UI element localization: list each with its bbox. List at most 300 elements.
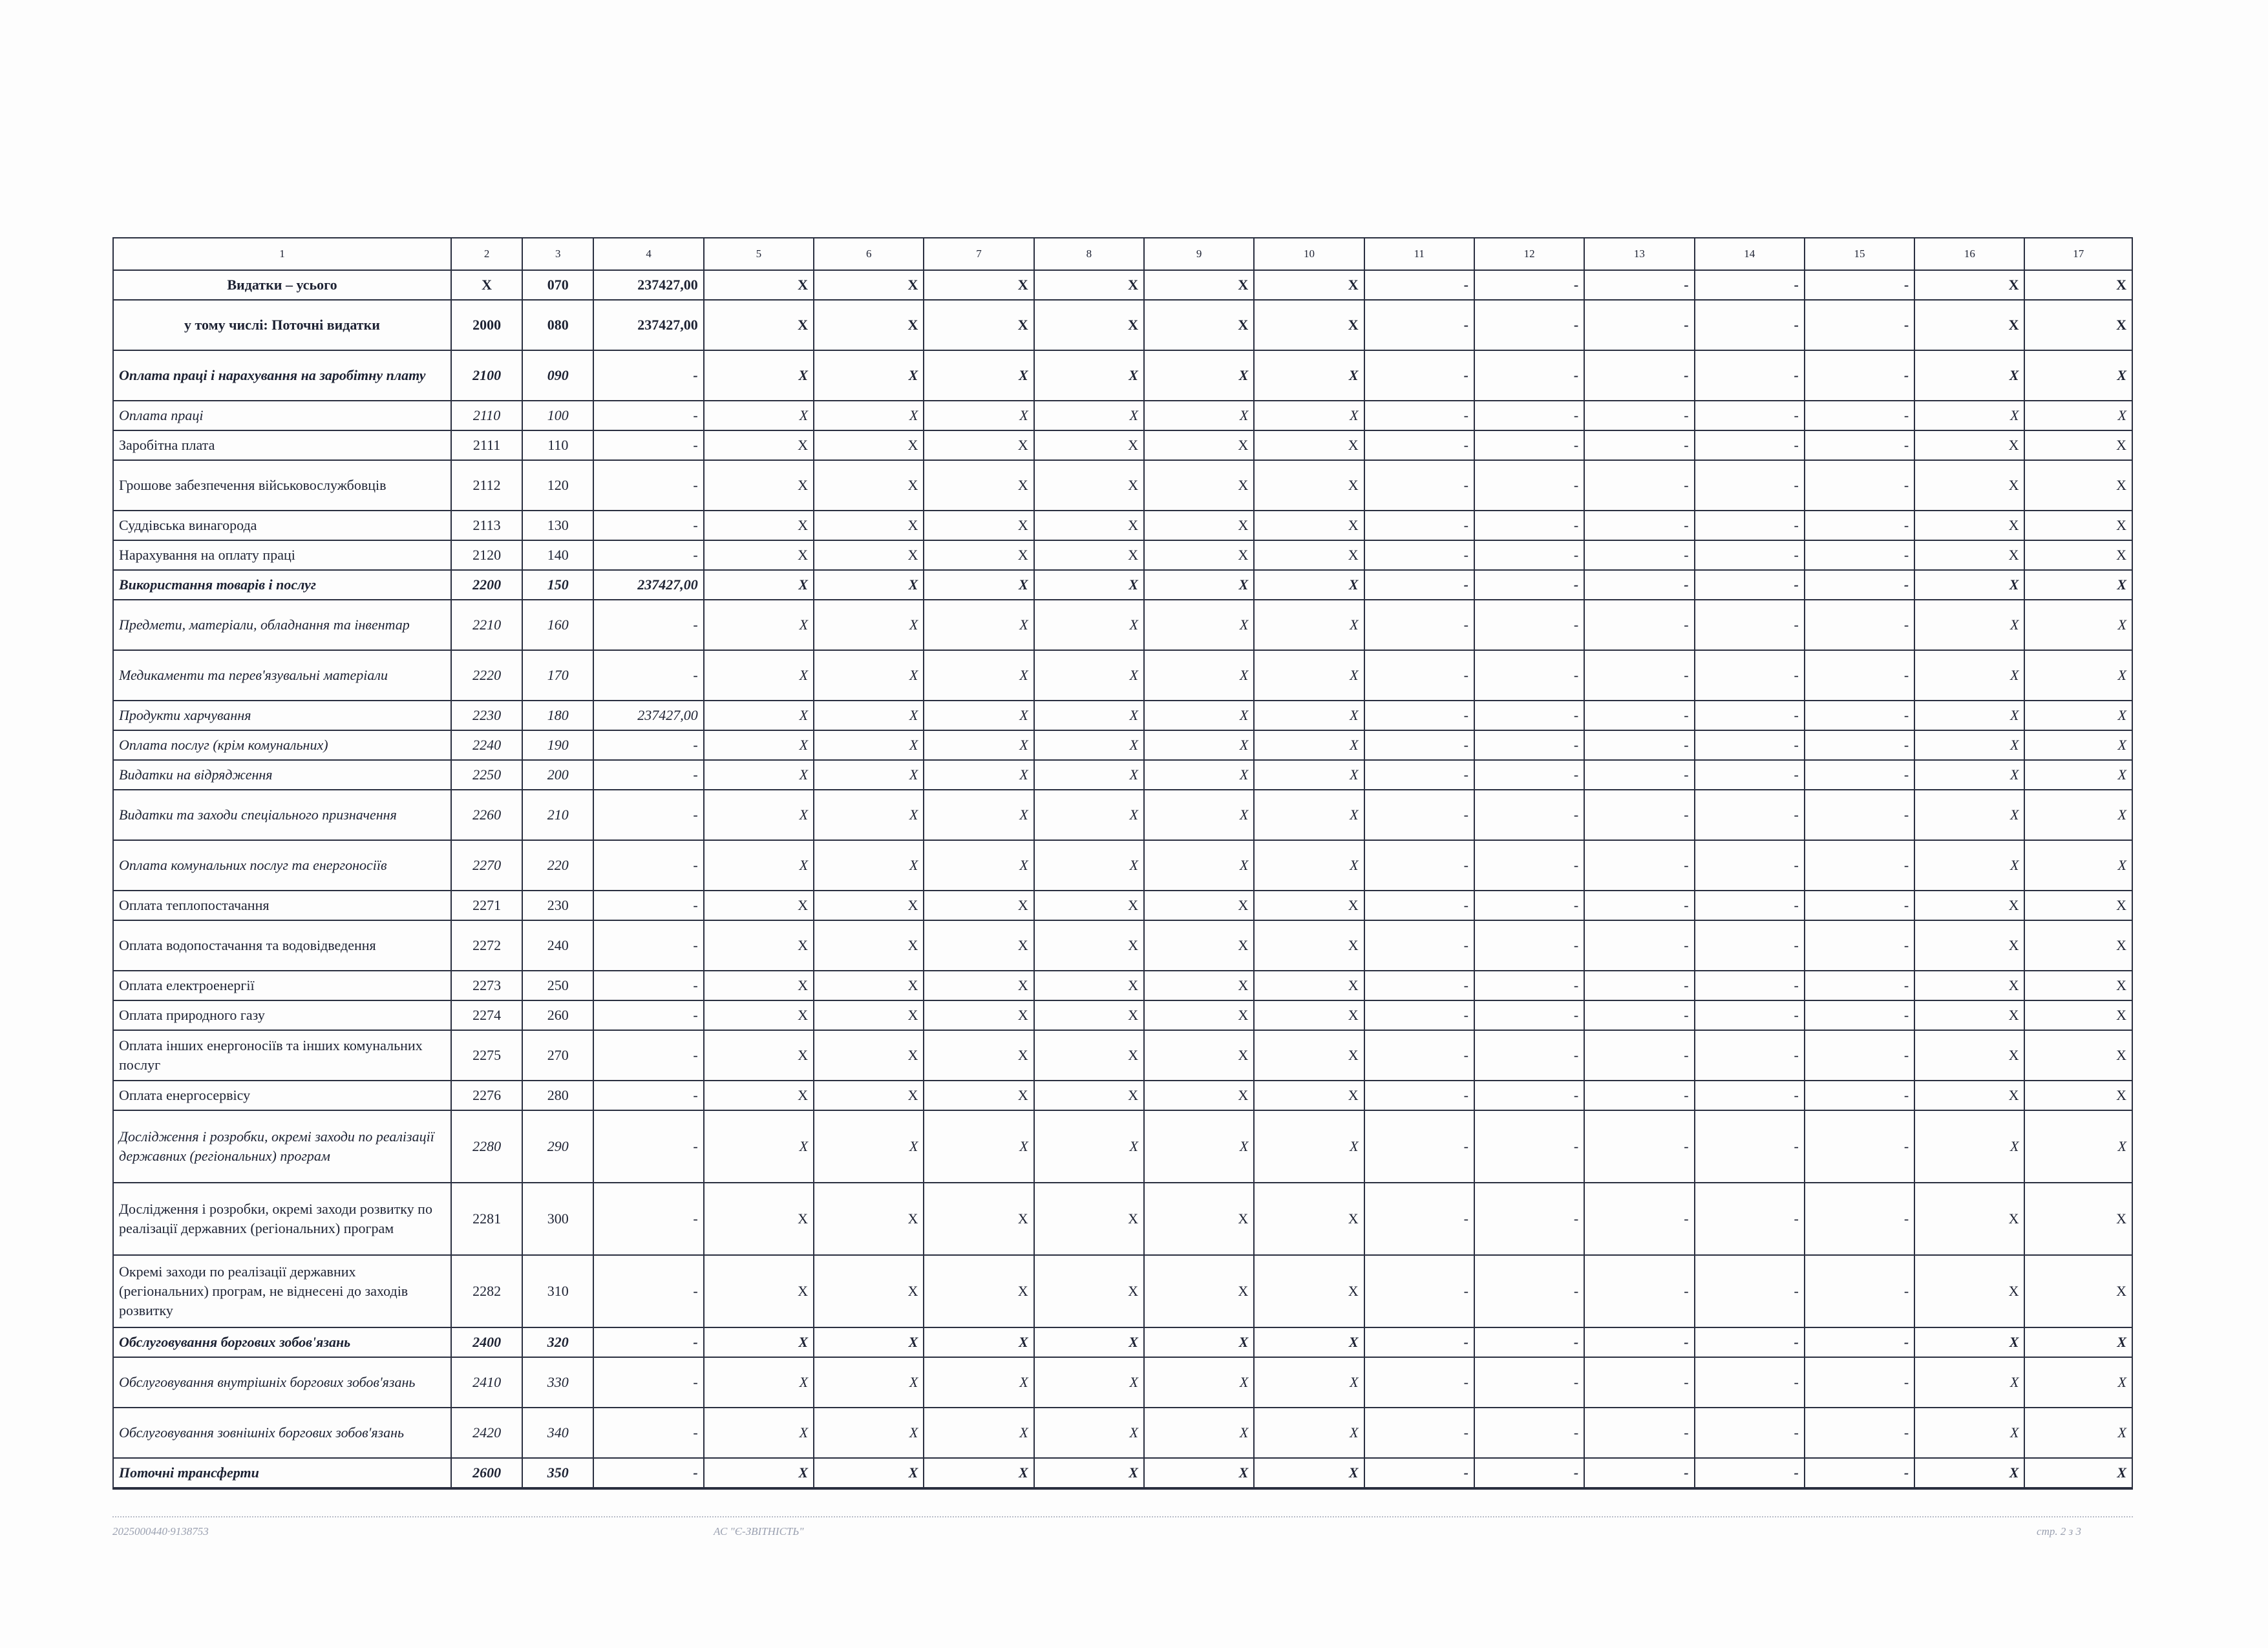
document-id: 2025000440·9138753 [112, 1525, 209, 1537]
value-cell: Х [1914, 971, 2024, 1000]
value-cell: Х [1254, 1255, 1364, 1327]
row-name-cell: Оплата інших енергоносіїв та інших комунальних послуг [113, 1030, 451, 1081]
value-cell: Х [814, 511, 924, 540]
kekv-code-cell: 2276 [451, 1081, 522, 1110]
value-cell: - [1695, 300, 1805, 350]
column-number-cell: 11 [1364, 238, 1474, 270]
kekv-code-cell: Х [451, 270, 522, 300]
value-cell: Х [1034, 540, 1144, 570]
value-cell: Х [1254, 1110, 1364, 1183]
value-cell: Х [1144, 891, 1254, 920]
amount-cell: 237427,00 [593, 701, 703, 730]
value-cell: Х [1254, 790, 1364, 840]
value-cell: Х [1254, 760, 1364, 790]
value-cell: - [1584, 270, 1694, 300]
value-cell: - [1364, 1183, 1474, 1255]
value-cell: Х [924, 1110, 1033, 1183]
value-cell: Х [2024, 401, 2132, 430]
value-cell: - [1584, 430, 1694, 460]
value-cell: Х [1254, 1081, 1364, 1110]
column-number-cell: 1 [113, 238, 451, 270]
value-cell: - [1584, 300, 1694, 350]
value-cell: - [1695, 540, 1805, 570]
value-cell: Х [924, 730, 1033, 760]
value-cell: Х [1144, 1000, 1254, 1030]
value-cell: - [1695, 1030, 1805, 1081]
value-cell: - [1584, 790, 1694, 840]
value-cell: - [1695, 1408, 1805, 1458]
value-cell: Х [924, 1408, 1033, 1458]
value-cell: Х [1034, 401, 1144, 430]
column-number-cell: 8 [1034, 238, 1144, 270]
line-code-cell: 250 [522, 971, 593, 1000]
value-cell: - [1584, 460, 1694, 511]
value-cell: Х [1254, 1357, 1364, 1408]
line-code-cell: 310 [522, 1255, 593, 1327]
value-cell: Х [1254, 600, 1364, 650]
value-cell: Х [1144, 511, 1254, 540]
table-row [113, 1000, 2132, 1030]
value-cell: Х [1254, 511, 1364, 540]
value-cell: Х [704, 300, 814, 350]
expenditure-table [112, 237, 2133, 1490]
value-cell: Х [814, 300, 924, 350]
value-cell: Х [704, 1000, 814, 1030]
line-code-cell: 100 [522, 401, 593, 430]
kekv-code-cell: 2271 [451, 891, 522, 920]
amount-cell: - [593, 840, 703, 891]
value-cell: Х [924, 570, 1033, 600]
amount-cell: - [593, 1327, 703, 1357]
line-code-cell: 090 [522, 350, 593, 401]
value-cell: Х [1914, 1357, 2024, 1408]
row-name-cell: Оплата праці і нарахування на заробітну плату [113, 350, 451, 401]
value-cell: - [1584, 1030, 1694, 1081]
value-cell: Х [924, 460, 1033, 511]
value-cell: Х [2024, 971, 2132, 1000]
value-cell: Х [1914, 840, 2024, 891]
value-cell: - [1695, 730, 1805, 760]
value-cell: - [1805, 600, 1914, 650]
value-cell: Х [1144, 350, 1254, 401]
value-cell: Х [1144, 1030, 1254, 1081]
value-cell: Х [704, 1110, 814, 1183]
line-code-cell: 110 [522, 430, 593, 460]
value-cell: - [1695, 460, 1805, 511]
row-name-cell: Обслуговування внутрішніх боргових зобов'язань [113, 1357, 451, 1408]
column-number-cell: 6 [814, 238, 924, 270]
value-cell: - [1695, 1357, 1805, 1408]
value-cell: Х [1914, 570, 2024, 600]
value-cell: - [1364, 511, 1474, 540]
value-cell: - [1584, 971, 1694, 1000]
value-cell: - [1695, 840, 1805, 891]
column-number-cell: 13 [1584, 238, 1694, 270]
value-cell: Х [814, 1357, 924, 1408]
value-cell: - [1584, 570, 1694, 600]
value-cell: Х [1254, 350, 1364, 401]
kekv-code-cell: 2200 [451, 570, 522, 600]
value-cell: - [1805, 1255, 1914, 1327]
value-cell: - [1805, 701, 1914, 730]
value-cell: Х [924, 401, 1033, 430]
value-cell: Х [2024, 1408, 2132, 1458]
value-cell: Х [1914, 1081, 2024, 1110]
value-cell: - [1584, 1081, 1694, 1110]
value-cell: - [1364, 840, 1474, 891]
value-cell: Х [2024, 1458, 2132, 1488]
line-code-cell: 320 [522, 1327, 593, 1357]
amount-cell: - [593, 511, 703, 540]
value-cell: - [1695, 570, 1805, 600]
value-cell: - [1474, 701, 1584, 730]
value-cell: Х [2024, 460, 2132, 511]
value-cell: Х [924, 840, 1033, 891]
line-code-cell: 290 [522, 1110, 593, 1183]
value-cell: - [1695, 701, 1805, 730]
value-cell: Х [1914, 401, 2024, 430]
value-cell: Х [1144, 1183, 1254, 1255]
value-cell: Х [924, 511, 1033, 540]
value-cell: Х [2024, 1183, 2132, 1255]
value-cell: Х [1914, 920, 2024, 971]
kekv-code-cell: 2281 [451, 1183, 522, 1255]
value-cell: Х [924, 1000, 1033, 1030]
value-cell: Х [1034, 1110, 1144, 1183]
table-row [113, 300, 2132, 350]
value-cell: Х [814, 1408, 924, 1458]
value-cell: - [1584, 401, 1694, 430]
value-cell: Х [2024, 511, 2132, 540]
column-number-cell: 16 [1914, 238, 2024, 270]
value-cell: Х [1254, 1183, 1364, 1255]
value-cell: Х [924, 350, 1033, 401]
line-code-cell: 070 [522, 270, 593, 300]
value-cell: - [1805, 730, 1914, 760]
value-cell: - [1695, 790, 1805, 840]
value-cell: Х [814, 1110, 924, 1183]
value-cell: Х [2024, 1000, 2132, 1030]
value-cell: Х [814, 540, 924, 570]
value-cell: Х [1144, 300, 1254, 350]
table-row [113, 401, 2132, 430]
value-cell: - [1805, 650, 1914, 701]
line-code-cell: 280 [522, 1081, 593, 1110]
value-cell: - [1364, 1110, 1474, 1183]
value-cell: Х [924, 1357, 1033, 1408]
line-code-cell: 160 [522, 600, 593, 650]
amount-cell: - [593, 1458, 703, 1488]
value-cell: - [1364, 350, 1474, 401]
value-cell: - [1584, 1408, 1694, 1458]
value-cell: - [1364, 430, 1474, 460]
value-cell: Х [1144, 701, 1254, 730]
value-cell: Х [1144, 270, 1254, 300]
value-cell: - [1474, 1110, 1584, 1183]
amount-cell: - [593, 920, 703, 971]
table-row [113, 540, 2132, 570]
value-cell: Х [814, 570, 924, 600]
value-cell: - [1695, 1458, 1805, 1488]
table-row [113, 350, 2132, 401]
value-cell: Х [2024, 701, 2132, 730]
value-cell: - [1364, 650, 1474, 701]
value-cell: Х [704, 1357, 814, 1408]
value-cell: Х [1914, 701, 2024, 730]
amount-cell: - [593, 600, 703, 650]
column-number-cell: 10 [1254, 238, 1364, 270]
value-cell: Х [2024, 1327, 2132, 1357]
value-cell: - [1805, 460, 1914, 511]
value-cell: - [1584, 600, 1694, 650]
value-cell: - [1364, 730, 1474, 760]
value-cell: Х [704, 511, 814, 540]
value-cell: Х [1254, 300, 1364, 350]
value-cell: Х [1144, 730, 1254, 760]
value-cell: Х [2024, 920, 2132, 971]
value-cell: Х [1914, 1183, 2024, 1255]
value-cell: - [1364, 760, 1474, 790]
value-cell: Х [1144, 600, 1254, 650]
value-cell: - [1695, 430, 1805, 460]
line-code-cell: 230 [522, 891, 593, 920]
value-cell: Х [814, 460, 924, 511]
line-code-cell: 170 [522, 650, 593, 701]
amount-cell: - [593, 790, 703, 840]
value-cell: - [1805, 1000, 1914, 1030]
row-name-cell: Оплата енергосервісу [113, 1081, 451, 1110]
value-cell: Х [704, 760, 814, 790]
line-code-cell: 300 [522, 1183, 593, 1255]
value-cell: Х [2024, 1255, 2132, 1327]
row-name-cell: Оплата природного газу [113, 1000, 451, 1030]
value-cell: Х [1914, 1255, 2024, 1327]
table-row [113, 1183, 2132, 1255]
value-cell: - [1364, 1327, 1474, 1357]
value-cell: - [1805, 1030, 1914, 1081]
value-cell: - [1584, 701, 1694, 730]
value-cell: Х [2024, 270, 2132, 300]
value-cell: Х [2024, 540, 2132, 570]
value-cell: Х [704, 430, 814, 460]
value-cell: Х [1144, 570, 1254, 600]
value-cell: Х [1144, 840, 1254, 891]
value-cell: Х [1254, 1000, 1364, 1030]
value-cell: - [1695, 401, 1805, 430]
value-cell: - [1805, 1081, 1914, 1110]
value-cell: Х [1914, 430, 2024, 460]
value-cell: Х [814, 430, 924, 460]
value-cell: - [1695, 1255, 1805, 1327]
row-name-cell: Обслуговування зовнішніх боргових зобов'язань [113, 1408, 451, 1458]
value-cell: Х [1914, 540, 2024, 570]
table-row [113, 430, 2132, 460]
amount-cell: 237427,00 [593, 270, 703, 300]
value-cell: Х [1254, 1327, 1364, 1357]
value-cell: Х [1254, 430, 1364, 460]
line-code-cell: 150 [522, 570, 593, 600]
value-cell: - [1364, 570, 1474, 600]
table-row [113, 920, 2132, 971]
value-cell: - [1805, 570, 1914, 600]
value-cell: Х [1914, 1327, 2024, 1357]
value-cell: - [1584, 650, 1694, 701]
value-cell: Х [1034, 701, 1144, 730]
value-cell: Х [924, 891, 1033, 920]
value-cell: Х [704, 1327, 814, 1357]
value-cell: Х [704, 1081, 814, 1110]
value-cell: Х [1034, 790, 1144, 840]
line-code-cell: 210 [522, 790, 593, 840]
value-cell: - [1695, 971, 1805, 1000]
value-cell: - [1584, 920, 1694, 971]
value-cell: - [1364, 600, 1474, 650]
value-cell: Х [1034, 460, 1144, 511]
kekv-code-cell: 2274 [451, 1000, 522, 1030]
value-cell: Х [1914, 650, 2024, 701]
kekv-code-cell: 2210 [451, 600, 522, 650]
value-cell: Х [1914, 270, 2024, 300]
value-cell: - [1805, 430, 1914, 460]
value-cell: Х [924, 430, 1033, 460]
value-cell: Х [2024, 1110, 2132, 1183]
value-cell: Х [1034, 1458, 1144, 1488]
value-cell: Х [704, 1030, 814, 1081]
table-row [113, 570, 2132, 600]
value-cell: Х [1034, 650, 1144, 701]
value-cell: - [1364, 891, 1474, 920]
value-cell: - [1474, 511, 1584, 540]
value-cell: Х [1914, 1408, 2024, 1458]
value-cell: - [1584, 1255, 1694, 1327]
row-name-cell: Видатки на відрядження [113, 760, 451, 790]
value-cell: - [1584, 840, 1694, 891]
column-number-cell: 14 [1695, 238, 1805, 270]
value-cell: - [1364, 790, 1474, 840]
value-cell: Х [704, 701, 814, 730]
value-cell: Х [1034, 1030, 1144, 1081]
value-cell: Х [1914, 350, 2024, 401]
value-cell: Х [1034, 1327, 1144, 1357]
value-cell: - [1695, 1110, 1805, 1183]
kekv-code-cell: 2112 [451, 460, 522, 511]
line-code-cell: 260 [522, 1000, 593, 1030]
value-cell: Х [1254, 891, 1364, 920]
value-cell: Х [814, 1327, 924, 1357]
value-cell: - [1364, 1408, 1474, 1458]
value-cell: - [1474, 1255, 1584, 1327]
value-cell: - [1364, 401, 1474, 430]
table-row [113, 600, 2132, 650]
line-code-cell: 130 [522, 511, 593, 540]
table-row [113, 840, 2132, 891]
value-cell: Х [1034, 920, 1144, 971]
value-cell: - [1695, 511, 1805, 540]
value-cell: - [1474, 300, 1584, 350]
value-cell: Х [704, 1183, 814, 1255]
value-cell: - [1805, 790, 1914, 840]
value-cell: Х [924, 270, 1033, 300]
value-cell: Х [704, 1458, 814, 1488]
value-cell: - [1364, 1255, 1474, 1327]
row-name-cell: у тому числі: Поточні видатки [113, 300, 451, 350]
value-cell: Х [704, 570, 814, 600]
table-row [113, 1255, 2132, 1327]
kekv-code-cell: 2113 [451, 511, 522, 540]
value-cell: Х [1254, 730, 1364, 760]
value-cell: - [1805, 540, 1914, 570]
value-cell: - [1584, 1000, 1694, 1030]
value-cell: Х [704, 1255, 814, 1327]
value-cell: - [1474, 430, 1584, 460]
value-cell: - [1695, 350, 1805, 401]
table-row [113, 1408, 2132, 1458]
amount-cell: - [593, 891, 703, 920]
value-cell: - [1805, 1408, 1914, 1458]
amount-cell: - [593, 430, 703, 460]
value-cell: Х [1254, 1408, 1364, 1458]
value-cell: Х [1034, 1183, 1144, 1255]
line-code-cell: 220 [522, 840, 593, 891]
value-cell: Х [1254, 650, 1364, 701]
value-cell: Х [924, 1255, 1033, 1327]
value-cell: Х [1144, 650, 1254, 701]
column-number-cell: 12 [1474, 238, 1584, 270]
value-cell: Х [704, 891, 814, 920]
value-cell: Х [924, 760, 1033, 790]
row-name-cell: Оплата електроенергії [113, 971, 451, 1000]
amount-cell: - [593, 1357, 703, 1408]
table-row [113, 650, 2132, 701]
value-cell: - [1805, 840, 1914, 891]
value-cell: Х [814, 1183, 924, 1255]
amount-cell: - [593, 460, 703, 511]
value-cell: Х [2024, 790, 2132, 840]
value-cell: Х [1254, 840, 1364, 891]
amount-cell: - [593, 1183, 703, 1255]
value-cell: Х [924, 1030, 1033, 1081]
value-cell: - [1695, 1183, 1805, 1255]
value-cell: Х [1034, 730, 1144, 760]
value-cell: - [1695, 891, 1805, 920]
value-cell: - [1805, 971, 1914, 1000]
value-cell: Х [1034, 570, 1144, 600]
value-cell: Х [704, 350, 814, 401]
value-cell: - [1805, 1183, 1914, 1255]
system-name: АС "Є-ЗВІТНІСТЬ" [714, 1525, 804, 1537]
row-name-cell: Нарахування на оплату праці [113, 540, 451, 570]
value-cell: - [1364, 1081, 1474, 1110]
value-cell: Х [924, 1081, 1033, 1110]
row-name-cell: Окремі заходи по реалізації державних (регіональних) програм, не віднесені до заходів розвитку [113, 1255, 451, 1327]
value-cell: Х [814, 650, 924, 701]
value-cell: Х [704, 460, 814, 511]
kekv-code-cell: 2240 [451, 730, 522, 760]
column-number-cell: 2 [451, 238, 522, 270]
value-cell: Х [704, 600, 814, 650]
value-cell: Х [1034, 971, 1144, 1000]
value-cell: Х [2024, 430, 2132, 460]
line-code-cell: 180 [522, 701, 593, 730]
kekv-code-cell: 2273 [451, 971, 522, 1000]
value-cell: Х [924, 971, 1033, 1000]
value-cell: Х [2024, 350, 2132, 401]
table-row [113, 790, 2132, 840]
value-cell: - [1364, 701, 1474, 730]
value-cell: Х [1034, 600, 1144, 650]
value-cell: Х [1914, 790, 2024, 840]
value-cell: - [1364, 1000, 1474, 1030]
